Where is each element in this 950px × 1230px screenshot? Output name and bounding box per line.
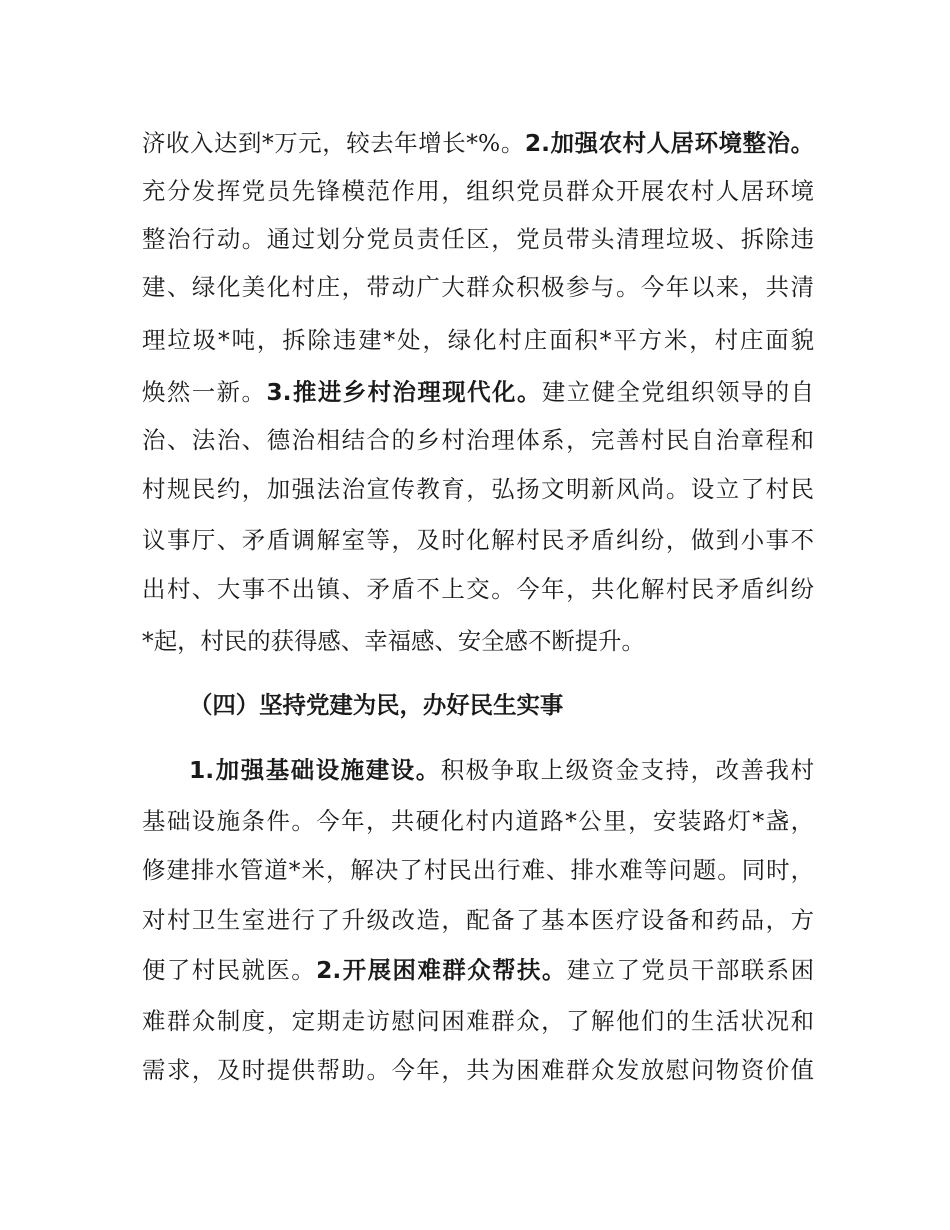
text-run: 焕然一新。 bbox=[142, 378, 267, 406]
text-run: 建立了党员干部联系困 bbox=[566, 956, 814, 984]
text-run: 议事厅、矛盾调解室等，及时化解村民矛盾纠纷，做到小事不 bbox=[142, 526, 814, 554]
text-run: 便了村民就医。 bbox=[142, 956, 317, 984]
section-heading: （四）坚持党建为民，办好民生实事 bbox=[189, 691, 564, 719]
text-run: 对村卫生室进行了升级改造，配备了基本医疗设备和药品，方 bbox=[142, 906, 814, 934]
bold-subheading: 3.推进乡村治理现代化。 bbox=[266, 378, 542, 406]
paragraph-line-first bbox=[142, 755, 814, 785]
bold-subheading: 2.加强农村人居环境整治。 bbox=[524, 129, 814, 157]
paragraph-line bbox=[142, 176, 814, 206]
paragraph-line bbox=[142, 855, 814, 885]
paragraph-line-last bbox=[142, 626, 814, 656]
paragraph-line bbox=[142, 905, 814, 935]
paragraph-line bbox=[142, 806, 814, 836]
paragraph-line bbox=[142, 1055, 814, 1085]
text-run: 济收入达到*万元，较去年增长*%。 bbox=[142, 129, 525, 157]
text-run: 出村、大事不出镇、矛盾不上交。今年，共化解村民矛盾纠纷 bbox=[142, 575, 814, 603]
paragraph-line bbox=[142, 377, 814, 407]
text-run: 理垃圾*吨，拆除违建*处，绿化村庄面积*平方米，村庄面貌 bbox=[142, 326, 814, 354]
text-run: 修建排水管道*米，解决了村民出行难、排水难等问题。同时， bbox=[142, 856, 814, 884]
bold-subheading: 1.加强基础设施建设。 bbox=[189, 756, 441, 784]
paragraph-line bbox=[142, 574, 814, 604]
text-run: *起，村民的获得感、幸福感、安全感不断提升。 bbox=[142, 627, 645, 655]
text-run: 治、法治、德治相结合的乡村治理体系，完善村民自治章程和 bbox=[142, 426, 814, 454]
paragraph-line bbox=[142, 325, 814, 355]
text-run: 整治行动。通过划分党员责任区，党员带头清理垃圾、拆除违 bbox=[142, 225, 814, 253]
paragraph-line bbox=[142, 128, 814, 158]
text-run: 需求，及时提供帮助。今年，共为困难群众发放慰问物资价值 bbox=[142, 1056, 814, 1084]
text-run: 建立健全党组织领导的自 bbox=[541, 378, 814, 406]
text-run: 难群众制度，定期走访慰问困难群众，了解他们的生活状况和 bbox=[142, 1007, 814, 1035]
text-run: 村规民约，加强法治宣传教育，弘扬文明新风尚。设立了村民 bbox=[142, 475, 814, 503]
text-run: 积极争取上级资金支持，改善我村 bbox=[440, 756, 814, 784]
paragraph-line bbox=[142, 272, 814, 302]
paragraph-line bbox=[142, 525, 814, 555]
paragraph-line bbox=[142, 955, 814, 985]
paragraph-line bbox=[142, 224, 814, 254]
paragraph-line bbox=[142, 474, 814, 504]
paragraph-line bbox=[142, 1006, 814, 1036]
text-run: 基础设施条件。今年，共硬化村内道路*公里，安装路灯*盏， bbox=[142, 807, 814, 835]
paragraph-line bbox=[142, 425, 814, 455]
bold-subheading: 2.开展困难群众帮扶。 bbox=[316, 956, 567, 984]
text-run: 建、绿化美化村庄，带动广大群众积极参与。今年以来，共清 bbox=[142, 273, 814, 301]
text-run: 充分发挥党员先锋模范作用，组织党员群众开展农村人居环境 bbox=[142, 177, 814, 205]
